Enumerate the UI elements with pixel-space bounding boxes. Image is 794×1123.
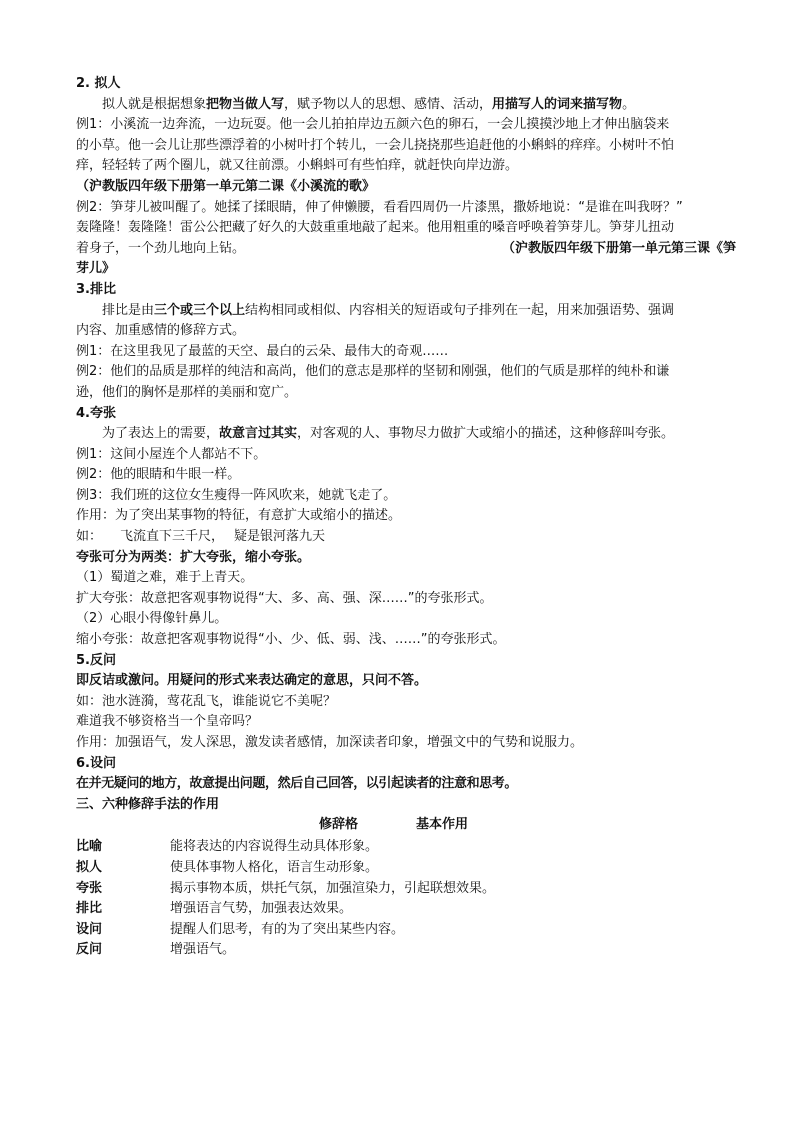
table-header xyxy=(76,815,736,837)
example-text: 着身子，一个劲儿地向上钻。 xyxy=(76,240,246,256)
hyperbole-definition xyxy=(76,424,736,445)
table-row xyxy=(76,837,736,858)
column-header-figure: 修辞格 xyxy=(319,817,359,833)
table-row xyxy=(76,940,736,961)
example-line: （1）蜀道之难，难于上青天。 xyxy=(76,570,254,586)
example-source: （沪教版四年级下册第一单元第三课《笋 xyxy=(501,240,736,256)
figure-function: 增强语言气势，加强表达效果。 xyxy=(170,901,353,917)
example-line: 例2：他的眼睛和牛眼一样。 xyxy=(76,467,241,483)
effect-line: 作用：为了突出某事物的特征，有意扩大或缩小的描述。 xyxy=(76,508,402,524)
example-line: 如：池水涟漪，莺花乱飞，谁能说它不美呢？ xyxy=(76,693,337,709)
example-source: 芽儿》 xyxy=(76,261,116,277)
section-heading-hyperbole: 4.夸张 xyxy=(76,405,116,421)
definition-text: ，对客观的人、事物尽力做扩大或缩小的描述，这种修辞叫夸张。 xyxy=(297,426,675,442)
type-definition: 扩大夸张：故意把客观事物说得“大、多、高、强、深……”的夸张形式。 xyxy=(76,590,493,606)
figure-name: 夸张 xyxy=(76,880,103,896)
figure-function: 使具体事物人格化，语言生动形象。 xyxy=(170,859,379,875)
section-heading-set-question: 6.设问 xyxy=(76,755,116,771)
hyperbole-types: 夸张可分为两类：扩大夸张，缩小夸张。 xyxy=(76,549,311,565)
definition-emphasis: 把物当做人写 xyxy=(206,96,285,112)
example-line: 痒，轻轻转了两个圈儿，就又往前漂。小蝌蚪可有些怕痒，就赶快向岸边游。 xyxy=(76,158,519,174)
poem-line-2: 疑是银河落九天 xyxy=(234,529,326,545)
table-row xyxy=(76,858,736,879)
example-line: 例2：他们的品质是那样的纯洁和高尚，他们的意志是那样的坚韧和刚强，他们的气质是那样的纯朴和谦 xyxy=(76,364,670,380)
example-line: 例3：我们班的这位女生瘦得一阵风吹来，她就飞走了。 xyxy=(76,487,397,503)
figure-function: 提醒人们思考，有的为了突出某些内容。 xyxy=(170,921,405,937)
definition-emphasis: 三个或三个以上 xyxy=(154,302,246,318)
definition-emphasis: 用描写人的词来描写物 xyxy=(492,96,623,112)
example-source: （沪教版四年级下册第一单元第二课《小溪流的歌》 xyxy=(76,178,376,194)
definition-text: 内容、加重感情的修辞方式。 xyxy=(76,323,246,339)
poem-line-1: 飞流直下三千尺， xyxy=(120,529,225,545)
figure-name: 拟人 xyxy=(76,859,103,875)
figure-name: 排比 xyxy=(76,901,103,917)
document-page xyxy=(76,74,736,961)
rhetorical-question-definition: 即反诘或激问。用疑问的形式来表达确定的意思，只问不答。 xyxy=(76,673,428,689)
set-question-definition: 在并无疑问的地方，故意提出问题，然后自己回答，以引起读者的注意和思考。 xyxy=(76,776,518,792)
effect-line: 作用：加强语气，发人深思，激发读者感情，加深读者印象，增强文中的气势和说服力。 xyxy=(76,735,584,750)
definition-text: 结构相同或相似、内容相关的短语或句子排列在一起，用来加强语势、强调 xyxy=(245,302,675,318)
definition-emphasis: 故意言过其实 xyxy=(219,426,298,442)
definition-text: 排比是由 xyxy=(102,302,155,318)
figure-function: 揭示事物本质，烘托气氛，加强渲染力，引起联想效果。 xyxy=(170,880,496,896)
example-line: （2）心眼小得像针鼻儿。 xyxy=(76,611,228,627)
figure-name: 反问 xyxy=(76,942,103,958)
poem-label: 如： xyxy=(76,529,103,545)
figure-function: 增强语气。 xyxy=(170,942,236,958)
definition-text: 。 xyxy=(622,96,636,112)
personification-definition xyxy=(76,95,736,116)
poem-example xyxy=(76,527,736,548)
figure-function: 能将表达的内容说得生动具体形象。 xyxy=(170,839,379,855)
section-heading-functions: 三、六种修辞手法的作用 xyxy=(76,796,220,812)
example-line: 逊，他们的胸怀是那样的美丽和宽广。 xyxy=(76,384,298,400)
column-header-function: 基本作用 xyxy=(416,817,469,833)
section-heading-parallelism: 3.排比 xyxy=(76,281,116,297)
table-row xyxy=(76,879,736,900)
figure-name: 比喻 xyxy=(76,839,103,855)
example-line: 的小草。他一会儿让那些漂浮着的小树叶打个转儿，一会儿挠挠那些追赶他的小蝌蚪的痒痒。小树叶不怕 xyxy=(76,137,675,153)
definition-text: 为了表达上的需要， xyxy=(102,426,220,442)
example-line: 例2：笋芽儿被叫醒了。她揉了揉眼睛，伸了伸懒腰，看看四周仍一片漆黑，撒娇地说：“是谁在叫我呀？” xyxy=(76,199,683,215)
table-row xyxy=(76,920,736,941)
definition-text: ，赋予物以人的思想、感情、活动， xyxy=(284,96,493,112)
example-line: 轰隆隆！轰隆隆！雷公公把藏了好久的大鼓重重地敲了起来。他用粗重的嗓音呼唤着笋芽儿。笋芽儿扭动 xyxy=(76,220,675,236)
figure-name: 设问 xyxy=(76,921,103,937)
section-heading-rhetorical-question: 5.反问 xyxy=(76,652,116,668)
section-heading-personification: 2. 拟人 xyxy=(76,76,121,91)
type-definition: 缩小夸张：故意把客观事物说得“小、少、低、弱、浅、……”的夸张形式。 xyxy=(76,632,506,648)
example-line: 例1：这间小屋连个人都站不下。 xyxy=(76,446,267,462)
example-line: 例1：在这里我见了最蓝的天空、最白的云朵、最伟大的奇观…… xyxy=(76,343,449,359)
example-line-with-source xyxy=(76,239,736,260)
table-row xyxy=(76,899,736,920)
example-line: 例1：小溪流一边奔流，一边玩耍。他一会儿拍拍岸边五颜六色的卵石，一会儿摸摸沙地上才伸出脑袋来 xyxy=(76,117,670,133)
definition-text: 拟人就是根据想象 xyxy=(102,96,207,112)
function-table xyxy=(76,837,736,961)
example-line: 难道我不够资格当一个皇帝吗？ xyxy=(76,714,259,730)
parallelism-definition xyxy=(76,301,736,322)
